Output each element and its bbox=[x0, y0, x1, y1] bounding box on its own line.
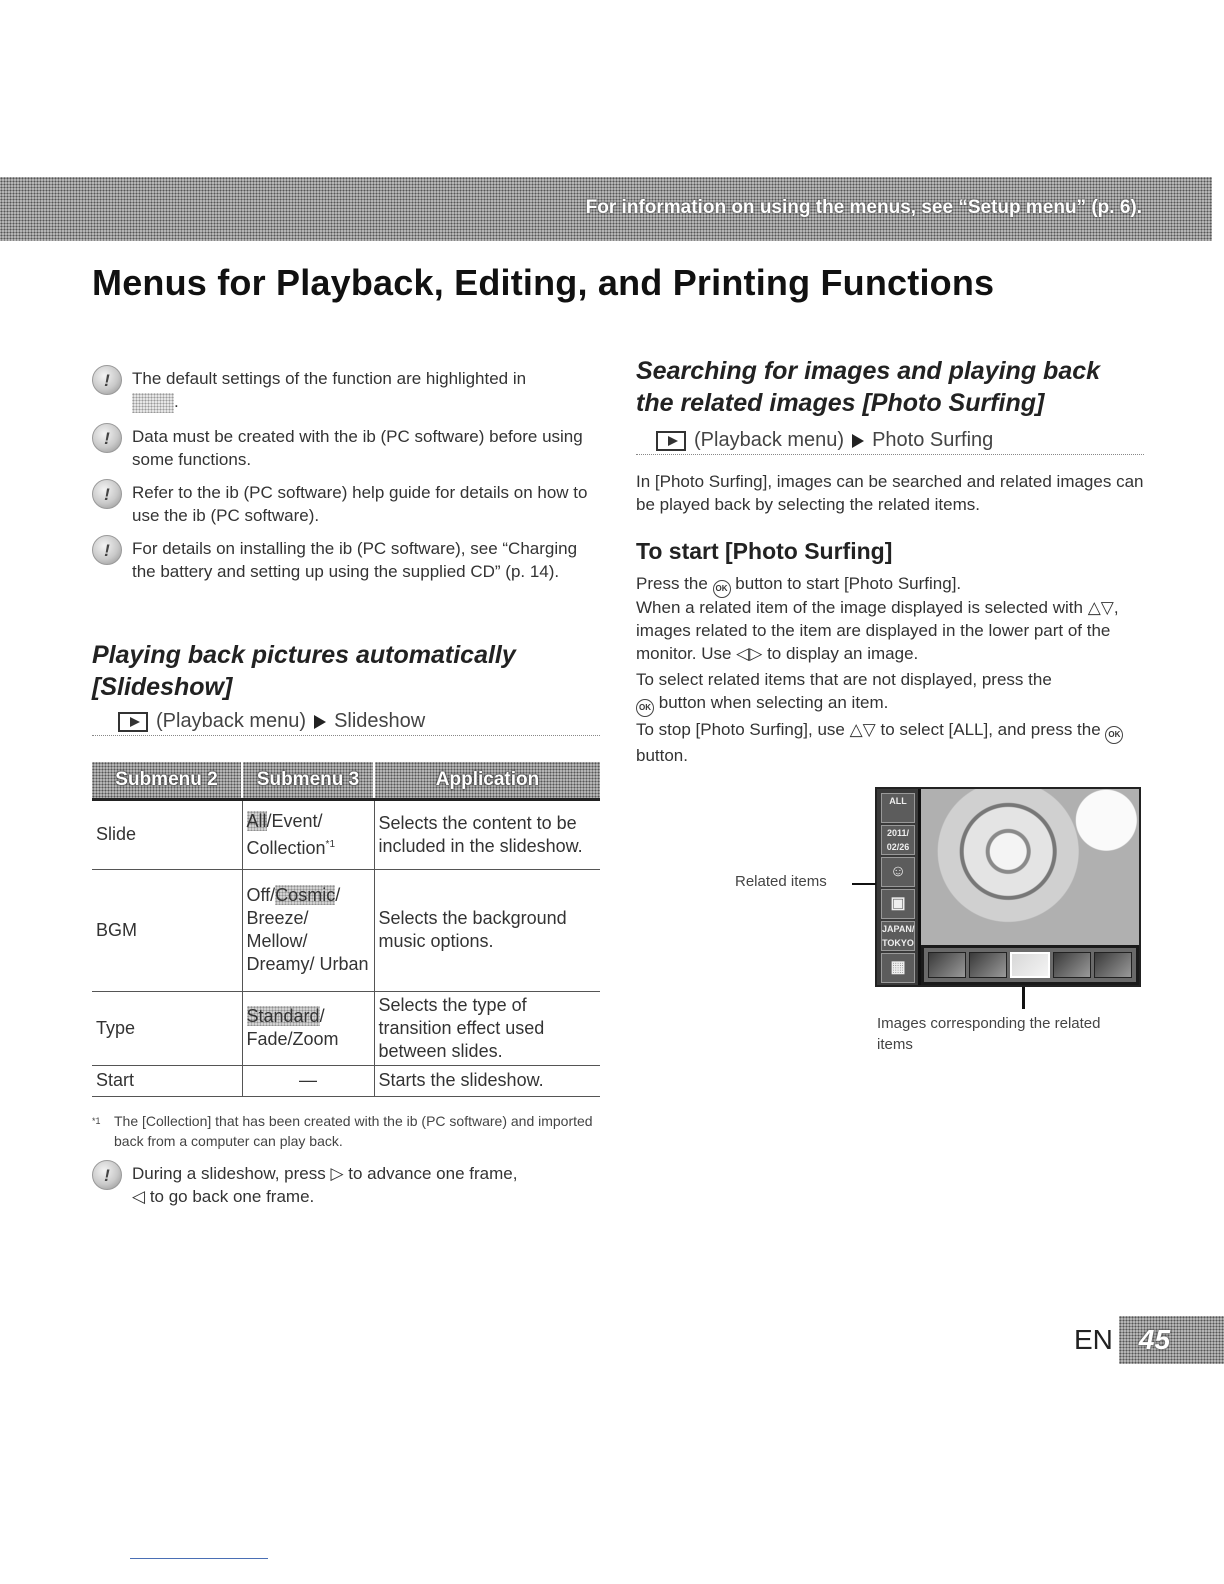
photo-surfing-heading-line2: the related images [Photo Surfing] bbox=[636, 389, 1045, 417]
note-text: The default settings of the function are highlighted in bbox=[132, 369, 527, 388]
cell-app: Starts the slideshow. bbox=[374, 1065, 600, 1096]
cell-app: Selects the content to be included in the slideshow. bbox=[374, 799, 600, 869]
footnote-mark: *1 bbox=[92, 1116, 101, 1126]
leader-line bbox=[1022, 987, 1025, 1009]
slideshow-heading-line1: Playing back pictures automatically bbox=[92, 641, 516, 669]
ok-button-icon: OK bbox=[1105, 726, 1123, 744]
up-down-arrows-icon: △▽ bbox=[1087, 598, 1114, 617]
highlight-swatch bbox=[132, 393, 174, 413]
table-header: Submenu 2 bbox=[92, 762, 242, 799]
playback-icon bbox=[118, 712, 148, 732]
photo-surfing-screen bbox=[875, 787, 1141, 987]
related-item: ALL bbox=[881, 793, 915, 823]
cell-sub3: — bbox=[242, 1065, 374, 1096]
left-right-arrows-icon: ◁▷ bbox=[736, 644, 763, 663]
note-text-end: . bbox=[174, 392, 179, 411]
related-items-strip bbox=[877, 789, 921, 987]
arrow-right-icon bbox=[852, 434, 864, 448]
cell-app: Selects the background music options. bbox=[374, 869, 600, 991]
slideshow-heading bbox=[92, 639, 602, 703]
note-default-settings bbox=[92, 367, 602, 413]
note-icon: ! bbox=[92, 535, 122, 565]
default-value: Cosmic bbox=[275, 885, 336, 905]
note-text: For details on installing the ib (PC software), see “Charging the battery and setting up using the supplied CD” (p. 14). bbox=[132, 539, 578, 581]
photo-surfing-heading-line1: Searching for images and playing back bbox=[636, 357, 1101, 385]
note-installing bbox=[92, 537, 602, 583]
thumbnail-selected bbox=[1010, 952, 1050, 978]
cell-sub2: Type bbox=[92, 991, 242, 1065]
note-icon: ! bbox=[92, 423, 122, 453]
cell-app: Selects the type of transition effect used between slides. bbox=[374, 991, 600, 1065]
cell-sub3: Standard/ Fade/Zoom bbox=[242, 991, 374, 1065]
thumbnail bbox=[969, 952, 1007, 978]
table-row bbox=[92, 991, 600, 1065]
note-icon: ! bbox=[92, 365, 122, 395]
related-item: ▣ bbox=[881, 889, 915, 919]
photo-surfing-step3: To select related items that are not displayed, press the OK button when selecting an item. bbox=[636, 668, 1146, 717]
related-images-strip bbox=[921, 945, 1139, 985]
cell-sub3: All/Event/ Collection$^{*1}$ bbox=[242, 799, 374, 869]
cell-sub2: Slide bbox=[92, 799, 242, 869]
language-label: EN bbox=[1074, 1324, 1113, 1355]
cell-sub2: BGM bbox=[92, 869, 242, 991]
path-menu: (Playback menu) bbox=[156, 710, 307, 732]
table-header: Submenu 3 bbox=[242, 762, 374, 799]
default-value: All bbox=[246, 810, 267, 831]
thumbnail bbox=[1053, 952, 1091, 978]
slideshow-menu-path bbox=[92, 710, 600, 736]
path-item: Slideshow bbox=[334, 710, 426, 732]
to-start-heading: To start [Photo Surfing] bbox=[636, 538, 893, 564]
right-arrow-icon: ▷ bbox=[330, 1164, 344, 1183]
table-row bbox=[92, 869, 600, 991]
note-help-guide bbox=[92, 481, 602, 527]
related-item: ☺ bbox=[881, 857, 915, 887]
photo-surfing-step4: To stop [Photo Surfing], use △▽ to select [ALL], and press the OK button. bbox=[636, 718, 1146, 767]
arrow-right-icon bbox=[314, 715, 326, 729]
path-menu: (Playback menu) bbox=[694, 429, 845, 451]
note-text: Data must be created with the ib (PC software) before using some functions. bbox=[132, 427, 583, 469]
related-item: ▦ bbox=[881, 953, 915, 983]
note-icon: ! bbox=[92, 1160, 122, 1190]
photo-surfing-step2: When a related item of the image displayed is selected with △▽, images related to the item are displayed in the lower part of the monitor. Use ◁▷ to display an image. bbox=[636, 598, 1119, 663]
default-value: Standard bbox=[246, 1006, 320, 1026]
thumbnail bbox=[1094, 952, 1132, 978]
cell-sub2: Start bbox=[92, 1065, 242, 1096]
path-item: Photo Surfing bbox=[872, 429, 994, 451]
playback-icon bbox=[656, 431, 686, 451]
table-header: Application bbox=[374, 762, 600, 799]
photo-surfing-step1: Press the OK button to start [Photo Surfing]. bbox=[636, 572, 1146, 598]
page-title: Menus for Playback, Editing, and Printing Functions bbox=[92, 262, 995, 303]
thumbnail bbox=[928, 952, 966, 978]
top-banner bbox=[0, 177, 1212, 241]
callout-related-items: Related items bbox=[735, 873, 827, 890]
divider bbox=[130, 1558, 268, 1559]
slideshow-table bbox=[92, 762, 600, 1097]
slideshow-heading-line2: [Slideshow] bbox=[92, 673, 233, 701]
leader-line bbox=[852, 883, 876, 885]
banner-text: For information on using the menus, see “Setup menu” (p. 6). bbox=[585, 197, 1142, 218]
note-data-created bbox=[92, 425, 602, 471]
cell-sub3: Off/Cosmic/ Breeze/ Mellow/ Dreamy/ Urban bbox=[242, 869, 374, 991]
ok-button-icon: OK bbox=[636, 699, 654, 717]
callout-images: Images corresponding the related items bbox=[877, 1015, 1101, 1053]
footnote-text: The [Collection] that has been created with the ib (PC software) and imported back from a computer can play back. bbox=[114, 1113, 593, 1149]
ok-button-icon: OK bbox=[713, 580, 731, 598]
note-slideshow-tip: ! During a slideshow, press ▷ to advance one frame, ◁ to go back one frame. bbox=[92, 1162, 602, 1208]
photo-surfing-intro: In [Photo Surfing], images can be searched and related images can be played back by selecting the related items. bbox=[636, 472, 1144, 514]
related-item: JAPAN/ TOKYO bbox=[881, 921, 915, 951]
left-arrow-icon: ◁ bbox=[132, 1187, 146, 1206]
footnote bbox=[92, 1111, 602, 1151]
table-row bbox=[92, 1065, 600, 1096]
related-item: 2011/ 02/26 bbox=[881, 825, 915, 855]
page-footer bbox=[1074, 1316, 1224, 1364]
table-row bbox=[92, 799, 600, 869]
page-number: 45 bbox=[1119, 1316, 1224, 1364]
up-down-arrows-icon: △▽ bbox=[849, 720, 876, 739]
displayed-image bbox=[921, 789, 1139, 945]
note-text: Refer to the ib (PC software) help guide for details on how to use the ib (PC software). bbox=[132, 483, 588, 525]
photo-surfing-heading bbox=[636, 355, 1166, 419]
photo-surfing-menu-path bbox=[636, 429, 1144, 455]
note-icon: ! bbox=[92, 479, 122, 509]
